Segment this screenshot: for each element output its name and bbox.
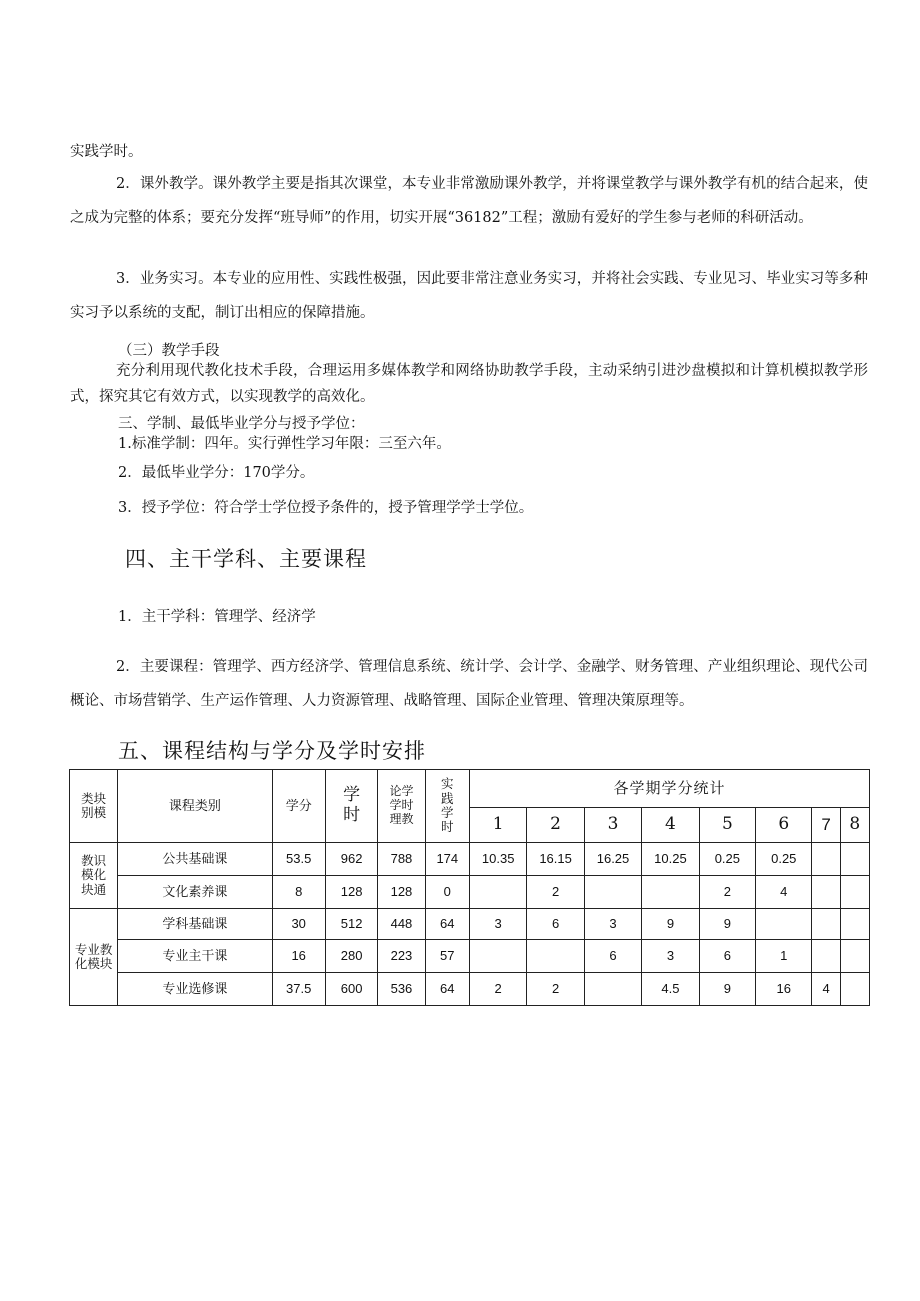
heading-teaching-methods: （三）教学手段 — [118, 343, 220, 359]
text-standard-duration: 1.标准学制：四年。实行弹性学习年限：三至六年。 — [118, 436, 451, 452]
table-row — [70, 876, 870, 909]
cell-semester-8 — [840, 973, 869, 1006]
cell-credits: 53.5 — [272, 843, 325, 876]
cell-semester-7 — [812, 909, 840, 940]
paragraph-extracurricular: 2．课外教学。课外教学主要是指其次课堂，本专业非常激励课外教学，并将课堂教学与课外教学有机的结合起来，使之成为完整的体系；要充分发挥“班导师”的作用，切实开展“36182”工程；激励有爱好的学生参与老师的科研活动。 — [70, 176, 868, 226]
cell-semester-1 — [469, 876, 526, 909]
cell-practice-hours: 57 — [425, 940, 469, 973]
header-semester-5: 5 — [699, 808, 755, 843]
cell-semester-4 — [642, 876, 699, 909]
paragraph-teaching-methods: 充分利用现代教化技术手段，合理运用多媒体教学和网络协助教学手段，主动采纳引进沙盘模拟和计算机模拟教学形式，探究其它有效方式，以实现教学的高效化。 — [70, 363, 868, 405]
cell-semester-5: 9 — [699, 909, 755, 940]
header-semester-6: 6 — [756, 808, 812, 843]
cell-semester-3 — [584, 973, 641, 1006]
cell-category: 学科基础课 — [118, 909, 272, 940]
cell-semester-8 — [840, 909, 869, 940]
cell-hours: 962 — [325, 843, 377, 876]
cell-hours: 280 — [325, 940, 377, 973]
cell-semester-4: 9 — [642, 909, 699, 940]
header-semester-1: 1 — [469, 808, 526, 843]
header-credits: 学分 — [272, 770, 325, 843]
paragraph-internship: 3．业务实习。本专业的应用性、实践性极强，因此要非常注意业务实习，并将社会实践、专业见习、毕业实习等多种实习予以系统的支配，制订出相应的保障措施。 — [70, 271, 868, 321]
course-structure-table — [69, 769, 870, 1006]
cell-semester-1: 2 — [469, 973, 526, 1006]
header-semester-8: 8 — [840, 808, 869, 843]
text-line-practice-hours: 实践学时。 — [70, 144, 143, 160]
cell-credits: 30 — [272, 909, 325, 940]
header-module: 类块别模 — [70, 770, 118, 843]
cell-semester-5: 9 — [699, 973, 755, 1006]
cell-credits: 16 — [272, 940, 325, 973]
table-row — [70, 973, 870, 1006]
cell-semester-3: 16.25 — [584, 843, 641, 876]
cell-theory-hours: 788 — [378, 843, 425, 876]
cell-credits: 37.5 — [272, 973, 325, 1006]
cell-practice-hours: 64 — [425, 909, 469, 940]
cell-semester-5: 6 — [699, 940, 755, 973]
header-hours: 学时 — [325, 770, 377, 843]
cell-practice-hours: 174 — [425, 843, 469, 876]
heading-section-3: 三、学制、最低毕业学分与授予学位： — [118, 416, 365, 432]
header-category: 课程类别 — [118, 770, 272, 843]
cell-semester-3: 6 — [584, 940, 641, 973]
heading-section-4: 四、主干学科、主要课程 — [125, 547, 367, 571]
table-row — [70, 909, 870, 940]
cell-semester-6: 0.25 — [756, 843, 812, 876]
cell-category: 专业主干课 — [118, 940, 272, 973]
header-theory-hours: 论学学时理教 — [378, 770, 425, 843]
cell-theory-hours: 223 — [378, 940, 425, 973]
cell-semester-7 — [812, 876, 840, 909]
header-semester-7: 7 — [812, 808, 840, 843]
cell-semester-1 — [469, 940, 526, 973]
cell-semester-7 — [812, 843, 840, 876]
cell-category: 文化素养课 — [118, 876, 272, 909]
text-degree: 3．授予学位：符合学士学位授予条件的，授予管理学学士学位。 — [118, 500, 534, 516]
cell-semester-6: 1 — [756, 940, 812, 973]
table-row — [70, 843, 870, 876]
cell-semester-2: 2 — [527, 876, 584, 909]
cell-semester-6: 16 — [756, 973, 812, 1006]
cell-semester-8 — [840, 876, 869, 909]
table-row — [70, 940, 870, 973]
cell-semester-5: 0.25 — [699, 843, 755, 876]
cell-semester-2: 2 — [527, 973, 584, 1006]
cell-hours: 600 — [325, 973, 377, 1006]
cell-semester-5: 2 — [699, 876, 755, 909]
cell-theory-hours: 536 — [378, 973, 425, 1006]
header-semester-4: 4 — [642, 808, 699, 843]
cell-semester-8 — [840, 843, 869, 876]
cell-semester-2: 6 — [527, 909, 584, 940]
text-minimum-credits: 2．最低毕业学分：170学分。 — [118, 465, 315, 481]
cell-semester-8 — [840, 940, 869, 973]
cell-credits: 8 — [272, 876, 325, 909]
paragraph-main-courses: 2．主要课程：管理学、西方经济学、管理信息系统、统计学、会计学、金融学、财务管理、产业组织理论、现代公司概论、市场营销学、生产运作管理、人力资源管理、战略管理、国际企业管理、管理决策原理等。 — [70, 659, 868, 709]
cell-theory-hours: 448 — [378, 909, 425, 940]
cell-category: 专业选修课 — [118, 973, 272, 1006]
cell-semester-1: 3 — [469, 909, 526, 940]
cell-semester-6 — [756, 909, 812, 940]
cell-practice-hours: 0 — [425, 876, 469, 909]
cell-semester-4: 10.25 — [642, 843, 699, 876]
heading-section-5: 五、课程结构与学分及学时安排 — [118, 739, 426, 763]
cell-semester-6: 4 — [756, 876, 812, 909]
cell-semester-4: 4.5 — [642, 973, 699, 1006]
cell-semester-7: 4 — [812, 973, 840, 1006]
text-main-disciplines: 1．主干学科：管理学、经济学 — [118, 609, 316, 625]
cell-theory-hours: 128 — [378, 876, 425, 909]
cell-practice-hours: 64 — [425, 973, 469, 1006]
cell-hours: 512 — [325, 909, 377, 940]
cell-semester-3: 3 — [584, 909, 641, 940]
header-semester-stats: 各学期学分统计 — [469, 770, 869, 808]
cell-semester-3 — [584, 876, 641, 909]
cell-semester-7 — [812, 940, 840, 973]
header-practice-hours: 实践学时 — [425, 770, 469, 843]
cell-hours: 128 — [325, 876, 377, 909]
cell-category: 公共基础课 — [118, 843, 272, 876]
cell-semester-2 — [527, 940, 584, 973]
module-professional-education: 专业教化模块 — [70, 909, 118, 1006]
module-general-education: 教识模化块通 — [70, 843, 118, 909]
cell-semester-2: 16.15 — [527, 843, 584, 876]
header-semester-2: 2 — [527, 808, 584, 843]
header-semester-3: 3 — [584, 808, 641, 843]
cell-semester-4: 3 — [642, 940, 699, 973]
table-header-row — [70, 770, 870, 808]
cell-semester-1: 10.35 — [469, 843, 526, 876]
